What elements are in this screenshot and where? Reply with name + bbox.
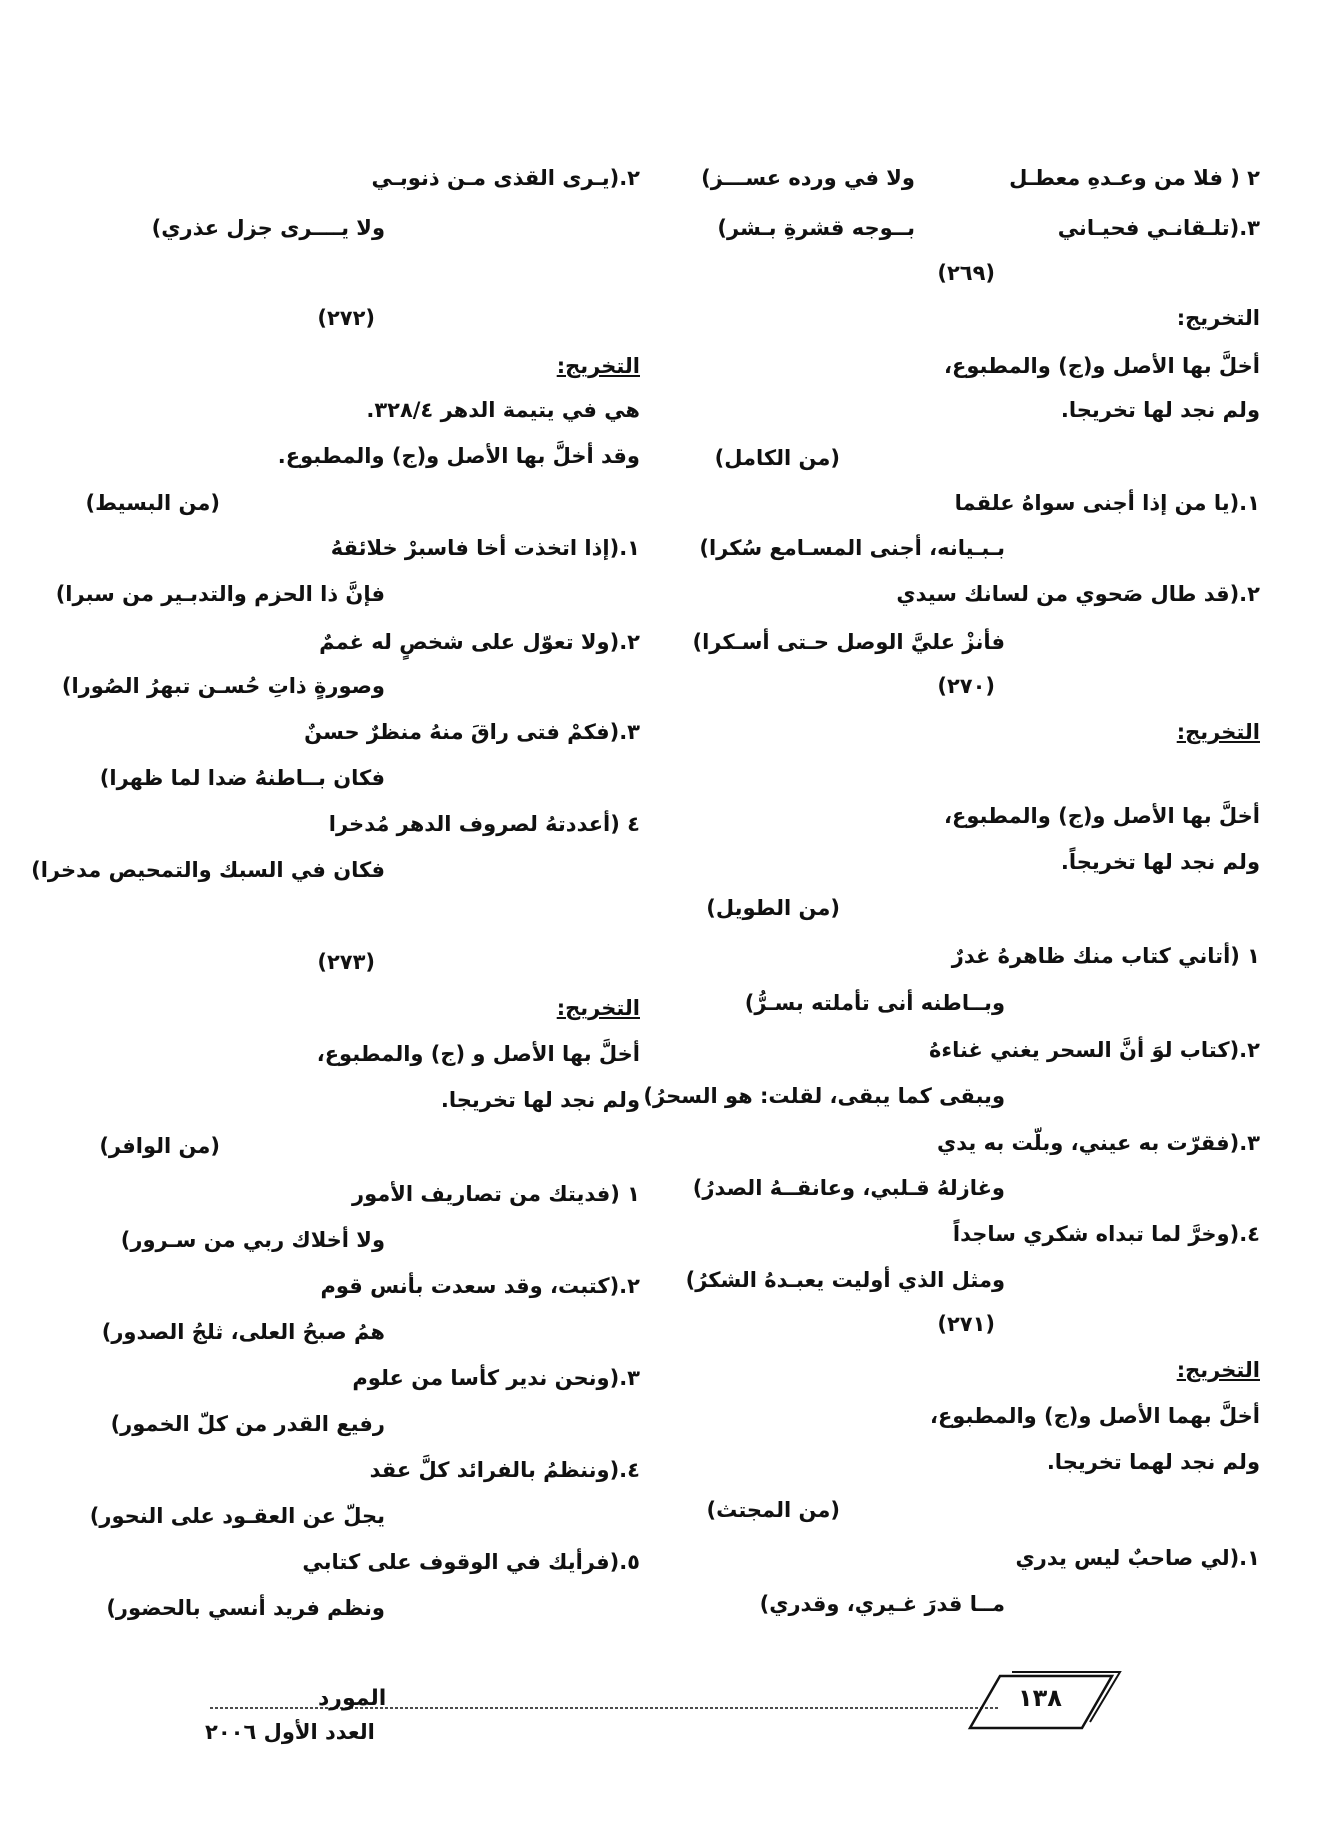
right-column-line: ولم نجد لها تخريجا. [1060, 398, 1260, 422]
right-column-line: ومثل الذي أوليت يعبـدهُ الشكرُ) [685, 1268, 1005, 1292]
right-column-line: ٣.(فقرّت به عيني، وبلّت به يدي [937, 1131, 1260, 1155]
left-column-line: ٢.(يـرى القذى مـن ذنوبـي [371, 166, 640, 190]
right-column-line: وغازلهُ قـلبي، وعانقــهُ الصدرُ) [692, 1176, 1005, 1200]
right-column-line: التخريج: [1176, 306, 1260, 330]
left-column-line: ٢.(ولا تعوّل على شخصٍ له غممٌ [319, 630, 640, 654]
left-column-line: ٤ (أعددتهُ لصروف الدهر مُدخرا [328, 812, 640, 836]
right-column-line: فأنزْ عليَّ الوصل حـتى أسـكرا) [692, 630, 1005, 654]
issue-info: العدد الأول ٢٠٠٦ [205, 1720, 375, 1744]
right-column-line: ولا في ورده عســـز) [701, 166, 915, 190]
right-column-line: بـبـيانه، أجنى المسـامع سُكرا) [699, 536, 1005, 560]
right-column-line: ١ (أتاني كتاب منك ظاهرهُ غدرٌ [951, 944, 1260, 968]
left-column-line: (من البسيط) [85, 491, 220, 515]
right-column-line: (٢٧١) [937, 1312, 995, 1336]
left-column-line: أخلَّ بها الأصل و (ج) والمطبوع، [316, 1042, 640, 1066]
right-column-line: ٤.(وخرَّ لما تبداه شكري ساجداً [952, 1222, 1260, 1246]
right-column-line: ولم نجد لهما تخريجا. [1046, 1450, 1260, 1474]
right-column-line: ولم نجد لها تخريجاً. [1060, 850, 1260, 874]
left-column-line: ٢.(كتبت، وقد سعدت بأنس قوم [320, 1274, 640, 1298]
left-column [31, 0, 640, 1832]
left-column-line: فكان بــاطنهُ ضدا لما ظهرا) [99, 766, 385, 790]
right-column-line: أخلَّ بها الأصل و(ج) والمطبوع، [944, 354, 1260, 378]
right-column-line: التخريج: [1176, 720, 1260, 744]
right-column-line: (٢٧٠) [937, 674, 995, 698]
right-column-line: ٢.(قد طال صَحوي من لسانك سيدي [896, 582, 1260, 606]
right-column-line: ويبقى كما يبقى، لقلت: هو السحرُ) [643, 1084, 1005, 1108]
left-column-line: ٤.(وننظمُ بالفرائد كلَّ عقد [369, 1458, 640, 1482]
left-column-line: (من الوافر) [99, 1134, 220, 1158]
right-column [643, 0, 1260, 1832]
right-column-line: ٣.(تلـقانـي فحيـاني [1057, 216, 1260, 240]
right-column-line: ٢.(كتاب لوَ أنَّ السحر يغني غناءهُ [928, 1038, 1260, 1062]
journal-name: المورد [318, 1686, 387, 1711]
left-column-line: همُ صبحُ العلى، ثلجُ الصدور) [101, 1320, 385, 1344]
right-column-line: وبــاطنه أنى تأملته بسـرُّ) [744, 991, 1005, 1015]
left-column-line: ولم نجد لها تخريجا. [440, 1088, 640, 1112]
left-column-line: (٢٧٣) [317, 950, 375, 974]
left-column-line: وصورةٍ ذاتِ حُسـن تبهرُ الصُورا) [61, 674, 385, 698]
right-column-line: مــا قدرَ غـيري، وقدري) [759, 1592, 1005, 1616]
left-column-line: فإنَّ ذا الحزم والتدبـير من سبرا) [55, 582, 385, 606]
left-column-line: ولا أخلاك ربي من سـرور) [120, 1228, 385, 1252]
left-column-line: ٣.(فكمْ فتى راقَ منهُ منظرٌ حسنٌ [304, 720, 640, 744]
left-column-line: ٥.(فرأيك في الوقوف على كتابي [302, 1550, 640, 1574]
right-column-line: (من الطويل) [706, 896, 840, 920]
right-column-line: ٢ ( فلا من وعـدهِ معطـل [1009, 166, 1260, 190]
left-column-line: ولا يــــرى جزل عذري) [151, 216, 385, 240]
right-column-line: أخلَّ بها الأصل و(ج) والمطبوع، [944, 804, 1260, 828]
left-column-line: رفيع القدر من كلّ الخمور) [110, 1412, 385, 1436]
right-column-line: ١.(يا من إذا أجنى سواهُ علقما [954, 491, 1260, 515]
left-column-line: التخريج: [556, 996, 640, 1020]
left-column-line: وقد أخلَّ بها الأصل و(ج) والمطبوع. [277, 444, 640, 468]
left-column-line: ١ (فديتك من تصاريف الأمور [351, 1182, 640, 1206]
left-column-line: ١.(إذا اتخذت أخا فاسبرْ خلائقهُ [330, 536, 640, 560]
right-column-line: (من المجتث) [706, 1498, 840, 1522]
right-column-line: أخلَّ بهما الأصل و(ج) والمطبوع، [929, 1404, 1260, 1428]
right-column-line: بــوجه قشرةِ بـشر) [717, 216, 915, 240]
left-column-line: (٢٧٢) [317, 306, 375, 330]
page-number: ١٣٨ [1018, 1684, 1062, 1712]
right-column-line: (٢٦٩) [937, 261, 995, 285]
left-column-line: ونظم فريد أنسي بالحضور) [106, 1596, 385, 1620]
left-column-line: فكان في السبك والتمحيص مدخرا) [31, 858, 385, 882]
right-column-line: التخريج: [1176, 1358, 1260, 1382]
right-column-line: ١.(لي صاحبٌ ليس يدري [1015, 1546, 1260, 1570]
left-column-line: التخريج: [556, 354, 640, 378]
left-column-line: يجلّ عن العقـود على النحور) [89, 1504, 385, 1528]
left-column-line: هي في يتيمة الدهر ٣٢٨/٤. [366, 398, 640, 422]
right-column-line: (من الكامل) [714, 446, 840, 470]
left-column-line: ٣.(ونحن ندير كأسا من علوم [352, 1366, 640, 1390]
